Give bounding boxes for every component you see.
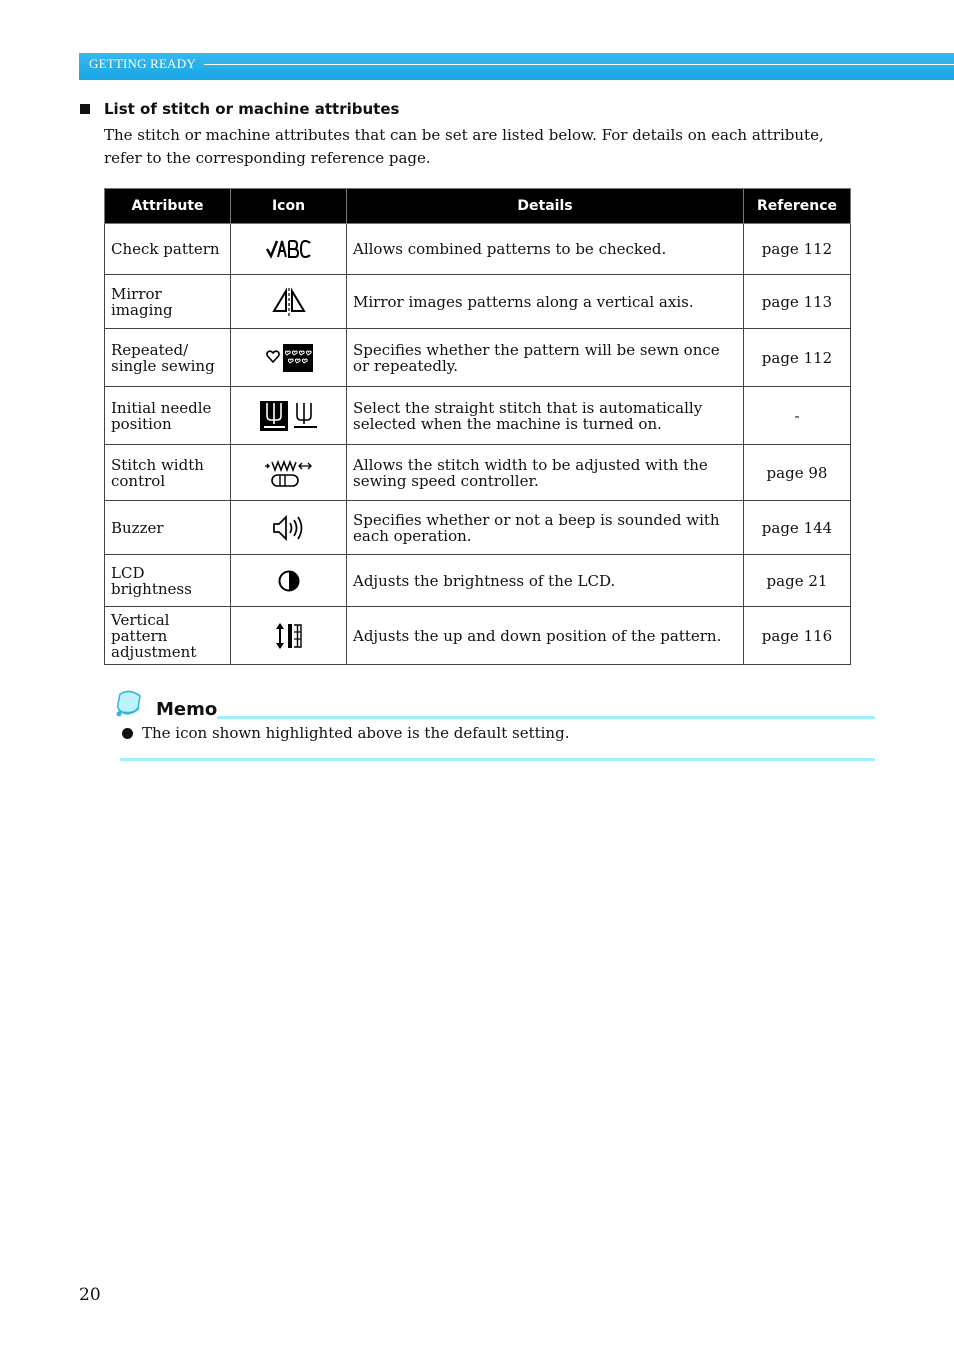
initial-needle-position-icon (259, 406, 319, 424)
details-cell: Allows combined patterns to be checked. (347, 224, 744, 275)
column-header-reference: Reference (744, 189, 851, 224)
lcd-brightness-icon (277, 571, 301, 589)
intro-paragraph: The stitch or machine attributes that can be set are listed below. For details on each attribute, refer to the corresponding reference page. (104, 126, 824, 167)
attributes-table (104, 188, 851, 665)
icon-cell (231, 329, 347, 387)
table-row (105, 224, 851, 275)
reference-cell: - (744, 387, 851, 445)
memo-title: Memo (156, 699, 218, 720)
section-heading: List of stitch or machine attributes (104, 100, 400, 118)
mirror-imaging-icon (271, 292, 307, 310)
table-row (105, 555, 851, 607)
icon-cell (231, 607, 347, 665)
reference-cell: page 112 (744, 329, 851, 387)
details-cell: Allows the stitch width to be adjusted with the sewing speed controller. (347, 445, 744, 501)
repeated-single-sewing-icon (265, 348, 313, 366)
buzzer-icon (272, 518, 306, 536)
section-label: GETTING READY (89, 56, 196, 71)
icon-cell (231, 275, 347, 329)
icon-cell (231, 387, 347, 445)
memo-bell-icon (114, 690, 146, 720)
column-header-attribute: Attribute (105, 189, 231, 224)
attribute-cell: Mirror imaging (105, 275, 231, 329)
table-row (105, 501, 851, 555)
table-row (105, 329, 851, 387)
table-row (105, 445, 851, 501)
attribute-cell: LCD brightness (105, 555, 231, 607)
attribute-cell: Vertical pattern adjustment (105, 607, 231, 665)
attribute-cell: Initial needle position (105, 387, 231, 445)
stitch-width-control-icon (264, 463, 314, 481)
attribute-cell: Buzzer (105, 501, 231, 555)
page-number: 20 (79, 1285, 101, 1305)
reference-cell: page 21 (744, 555, 851, 607)
table-row (105, 387, 851, 445)
memo-rule-top (217, 716, 875, 719)
reference-cell: page 112 (744, 224, 851, 275)
reference-cell: page 144 (744, 501, 851, 555)
memo-rule-bottom (120, 758, 875, 761)
icon-cell (231, 501, 347, 555)
header-bar (79, 53, 954, 80)
column-header-icon: Icon (231, 189, 347, 224)
header-rule (204, 64, 954, 65)
table-row (105, 607, 851, 665)
section-bullet (80, 104, 90, 114)
details-cell: Specifies whether or not a beep is sounded with each operation. (347, 501, 744, 555)
details-cell: Adjusts the up and down position of the pattern. (347, 607, 744, 665)
details-cell: Mirror images patterns along a vertical axis. (347, 275, 744, 329)
column-header-details: Details (347, 189, 744, 224)
table-row (105, 275, 851, 329)
memo-note: The icon shown highlighted above is the default setting. (142, 724, 570, 742)
reference-cell: page 116 (744, 607, 851, 665)
table-header-row (105, 189, 851, 224)
icon-cell (231, 555, 347, 607)
memo-bullet (122, 728, 133, 739)
attribute-cell: Repeated/ single sewing (105, 329, 231, 387)
details-cell: Adjusts the brightness of the LCD. (347, 555, 744, 607)
details-cell: Specifies whether the pattern will be sewn once or repeatedly. (347, 329, 744, 387)
vertical-pattern-adjustment-icon (274, 626, 304, 644)
check-pattern-icon (266, 239, 312, 257)
attribute-cell: Stitch width control (105, 445, 231, 501)
attribute-cell: Check pattern (105, 224, 231, 275)
reference-cell: page 98 (744, 445, 851, 501)
details-cell: Select the straight stitch that is automatically selected when the machine is turned on. (347, 387, 744, 445)
icon-cell (231, 224, 347, 275)
reference-cell: page 113 (744, 275, 851, 329)
icon-cell (231, 445, 347, 501)
